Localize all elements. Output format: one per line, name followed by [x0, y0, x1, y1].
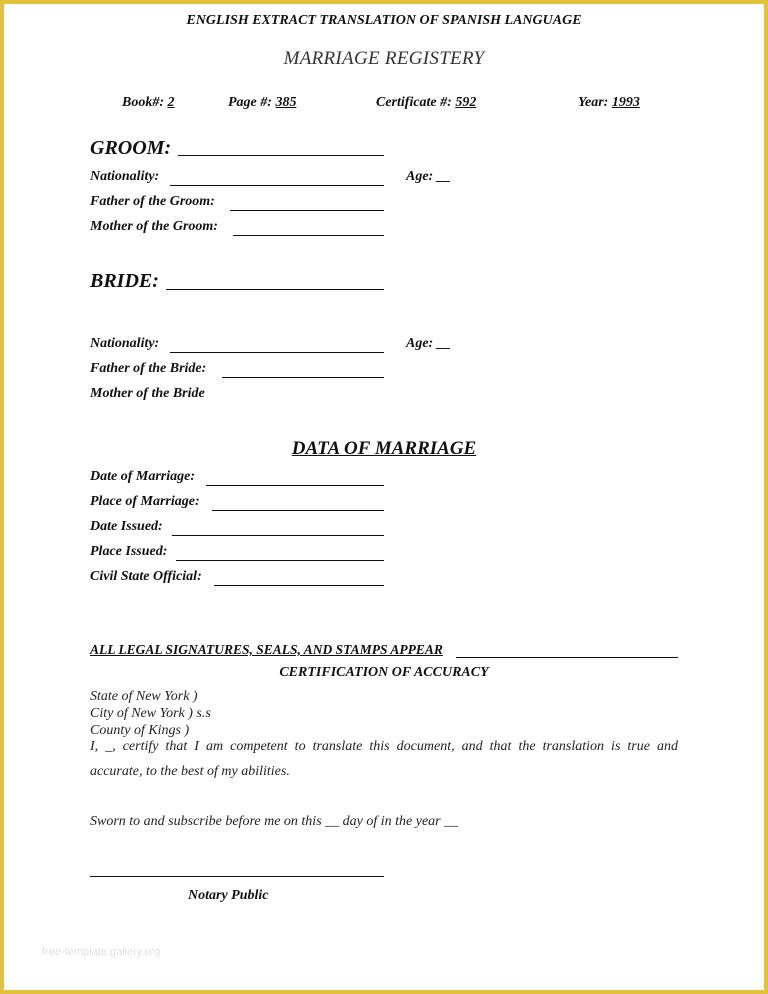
bride-age-blank[interactable]: __ — [436, 336, 451, 351]
date-issued-label: Date Issued: — [90, 519, 163, 534]
page-value: 385 — [275, 95, 297, 110]
groom-nationality-label: Nationality: — [90, 169, 160, 184]
groom-father-line[interactable] — [230, 210, 384, 211]
notary-signature-line[interactable] — [90, 876, 384, 877]
registry-title: MARRIAGE REGISTERY — [283, 48, 485, 69]
state-line: State of New York ) — [90, 689, 198, 704]
groom-age-blank[interactable]: __ — [436, 169, 451, 184]
certification-heading: CERTIFICATION OF ACCURACY — [279, 665, 489, 680]
notary-public-label: Notary Public — [188, 888, 269, 903]
groom-father-label: Father of the Groom: — [90, 194, 215, 209]
marriage-date-label: Date of Marriage: — [90, 469, 195, 484]
year-field — [578, 95, 640, 111]
signatures-note-line — [456, 657, 678, 658]
civil-official-label: Civil State Official: — [90, 569, 202, 584]
place-issued-label: Place Issued: — [90, 544, 168, 559]
date-issued-line[interactable] — [172, 535, 384, 536]
certification-statement-line1: I, _, certify that I am competent to translate this document, and that the translation is true and — [90, 739, 678, 754]
page-label: Page #: — [228, 95, 272, 110]
signatures-note: ALL LEGAL SIGNATURES, SEALS, AND STAMPS APPEAR — [90, 642, 443, 657]
year-value: 1993 — [611, 95, 640, 110]
groom-name-line[interactable] — [178, 155, 384, 156]
bride-age-label: Age: — [406, 336, 434, 351]
groom-nationality-line[interactable] — [170, 185, 384, 186]
year-label: Year: — [578, 95, 609, 110]
groom-age-field — [406, 169, 451, 185]
bride-nationality-line[interactable] — [170, 352, 384, 353]
certificate-label: Certificate #: — [376, 95, 452, 110]
groom-mother-line[interactable] — [233, 235, 384, 236]
marriage-date-line[interactable] — [206, 485, 384, 486]
bride-name-line[interactable] — [166, 289, 384, 290]
marriage-place-line[interactable] — [212, 510, 384, 511]
certification-statement-line2: accurate, to the best of my abilities. — [90, 764, 290, 779]
bride-nationality-label: Nationality: — [90, 336, 160, 351]
bride-age-field — [406, 336, 451, 352]
bride-mother-label: Mother of the Bride — [90, 386, 205, 401]
groom-age-label: Age: — [406, 169, 434, 184]
bride-father-label: Father of the Bride: — [90, 361, 207, 376]
book-value: 2 — [167, 95, 175, 110]
book-field — [122, 95, 175, 111]
certificate-value: 592 — [455, 95, 477, 110]
place-issued-line[interactable] — [176, 560, 384, 561]
marriage-place-label: Place of Marriage: — [90, 494, 200, 509]
bride-father-line[interactable] — [222, 377, 384, 378]
sworn-statement: Sworn to and subscribe before me on this __ day of in the year __ — [90, 814, 459, 829]
page-field — [228, 95, 296, 111]
groom-mother-label: Mother of the Groom: — [90, 219, 218, 234]
groom-heading: GROOM: — [90, 137, 172, 159]
marriage-data-heading: DATA OF MARRIAGE — [291, 438, 477, 459]
book-label: Book#: — [122, 95, 164, 110]
document-header-title: ENGLISH EXTRACT TRANSLATION OF SPANISH LANGUAGE — [186, 13, 582, 28]
watermark-text: free-template.gallery.org — [42, 946, 161, 958]
county-line: County of Kings ) — [90, 723, 190, 738]
civil-official-line[interactable] — [214, 585, 384, 586]
city-line: City of New York ) s.s — [90, 706, 211, 721]
bride-heading: BRIDE: — [90, 270, 159, 292]
certificate-field — [376, 95, 476, 111]
